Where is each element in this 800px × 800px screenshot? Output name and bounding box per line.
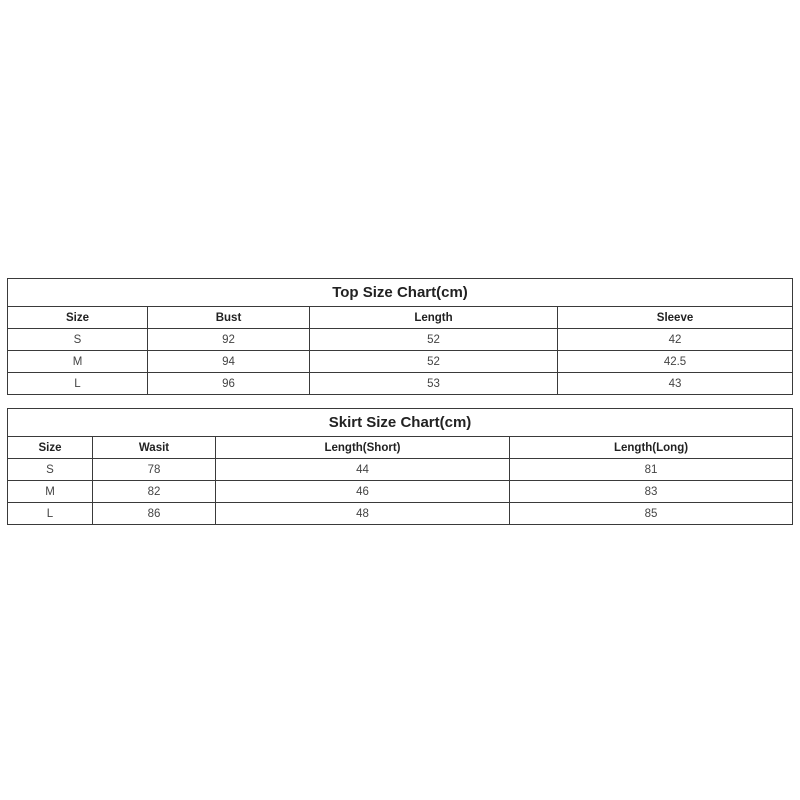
cell-bust: 96 <box>148 373 310 395</box>
cell-size: L <box>8 373 148 395</box>
table-row <box>8 329 793 351</box>
cell-length-short: 44 <box>216 459 510 481</box>
header-length: Length <box>310 307 558 329</box>
cell-size: S <box>8 459 93 481</box>
header-waist: Wasit <box>93 437 216 459</box>
header-length-short: Length(Short) <box>216 437 510 459</box>
cell-waist: 86 <box>93 503 216 525</box>
cell-length: 53 <box>310 373 558 395</box>
table-row <box>8 481 793 503</box>
cell-length-long: 83 <box>510 481 793 503</box>
cell-length-long: 81 <box>510 459 793 481</box>
cell-length-short: 46 <box>216 481 510 503</box>
header-size: Size <box>8 307 148 329</box>
top-size-chart <box>7 278 793 395</box>
skirt-size-chart <box>7 408 793 525</box>
cell-size: L <box>8 503 93 525</box>
cell-size: M <box>8 351 148 373</box>
header-bust: Bust <box>148 307 310 329</box>
header-size: Size <box>8 437 93 459</box>
cell-sleeve: 42.5 <box>558 351 793 373</box>
cell-sleeve: 42 <box>558 329 793 351</box>
cell-length: 52 <box>310 329 558 351</box>
cell-length-short: 48 <box>216 503 510 525</box>
cell-waist: 82 <box>93 481 216 503</box>
skirt-chart-title: Skirt Size Chart(cm) <box>8 409 793 437</box>
table-row <box>8 459 793 481</box>
cell-waist: 78 <box>93 459 216 481</box>
table-row <box>8 351 793 373</box>
chart-title-row <box>8 279 793 307</box>
cell-sleeve: 43 <box>558 373 793 395</box>
top-chart-title: Top Size Chart(cm) <box>8 279 793 307</box>
cell-bust: 94 <box>148 351 310 373</box>
chart-header-row <box>8 307 793 329</box>
chart-header-row <box>8 437 793 459</box>
cell-bust: 92 <box>148 329 310 351</box>
cell-size: S <box>8 329 148 351</box>
chart-title-row <box>8 409 793 437</box>
header-sleeve: Sleeve <box>558 307 793 329</box>
cell-length: 52 <box>310 351 558 373</box>
cell-size: M <box>8 481 93 503</box>
header-length-long: Length(Long) <box>510 437 793 459</box>
table-row <box>8 503 793 525</box>
cell-length-long: 85 <box>510 503 793 525</box>
table-row <box>8 373 793 395</box>
